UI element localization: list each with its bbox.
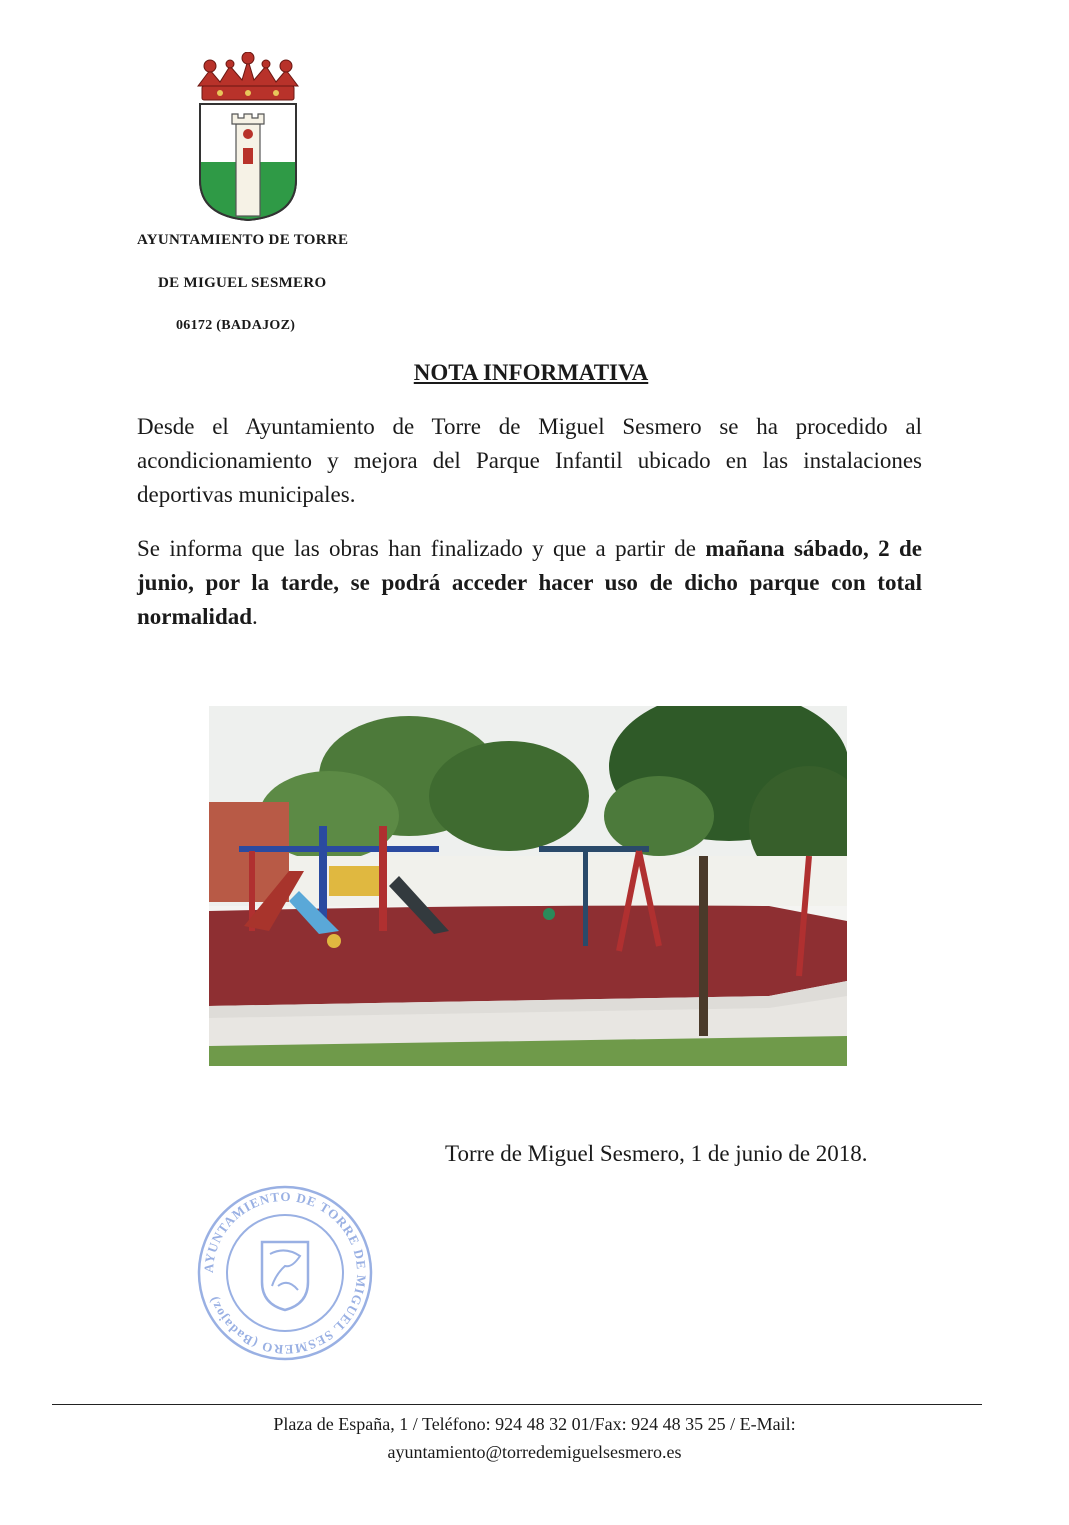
footer-divider	[52, 1404, 982, 1405]
paragraph-2-bold: mañana sábado, 2 de junio, por la tarde, se podrá acceder hacer uso de dicho parque con total normalidad	[137, 536, 922, 629]
paragraph-2	[137, 532, 922, 634]
official-stamp-icon	[192, 1182, 378, 1364]
footer-email[interactable]: ayuntamiento@torredemiguelsesmero.es	[387, 1442, 682, 1462]
paragraph-1: Desde el Ayuntamiento de Torre de Miguel Sesmero se ha procedido al acondicionamiento y mejora del Parque Infantil ubicado en las instalaciones deportivas municipales.	[137, 414, 922, 507]
paragraph-2-end: .	[252, 604, 258, 629]
dateline: Torre de Miguel Sesmero, 1 de junio de 2018.	[445, 1141, 868, 1166]
header-postal: 06172 (BADAJOZ)	[176, 318, 296, 333]
footer-address: Plaza de España, 1 / Teléfono: 924 48 32 01/Fax: 924 48 35 25 / E-Mail:	[273, 1414, 796, 1434]
document-title: NOTA INFORMATIVA	[413, 360, 649, 385]
header-line-2: DE MIGUEL SESMERO	[158, 275, 327, 291]
coat-of-arms-icon	[190, 52, 306, 224]
stamp-text: AYUNTAMIENTO DE TORRE DE MIGUEL SESMERO (Badajoz)	[200, 1188, 370, 1358]
playground-photo	[209, 706, 847, 1066]
paragraph-2-intro: Se informa que las obras han finalizado y que a partir de	[137, 536, 706, 561]
header-line-1: AYUNTAMIENTO DE TORRE	[137, 232, 349, 248]
